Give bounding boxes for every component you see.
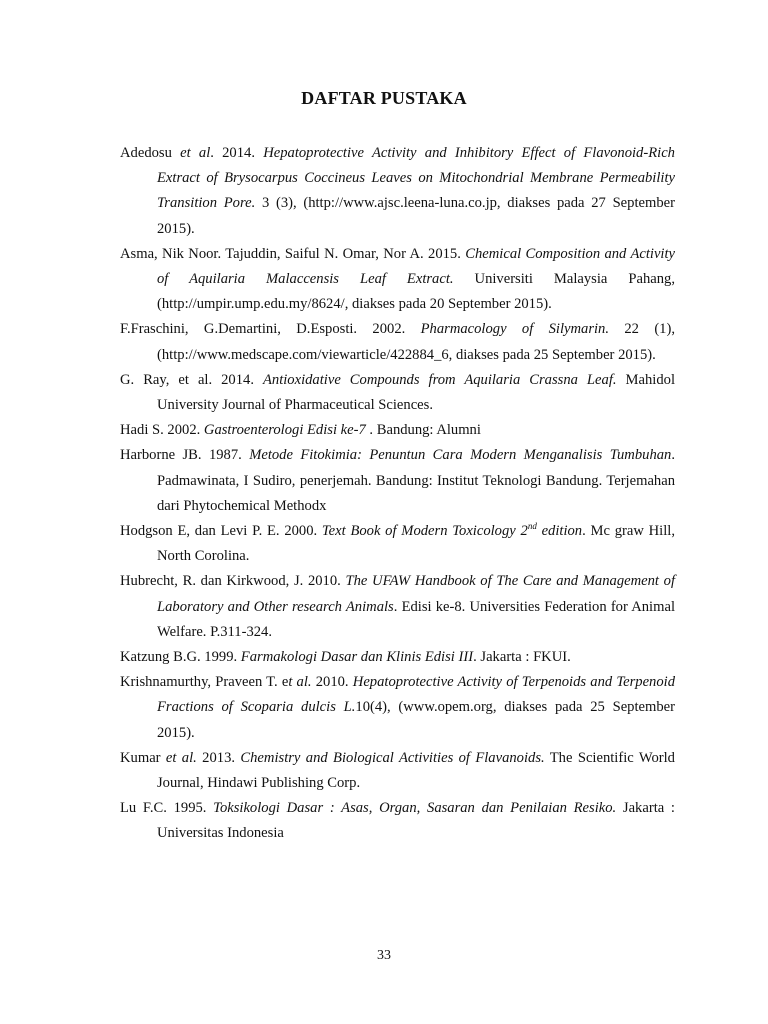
- reference-entry: Adedosu et al. 2014. Hepatoprotective Activity and Inhibitory Effect of Flavonoid-Rich Extract of Brysocarpus Coccineus Leaves on Mitochondrial Membrane Permeability Transition Pore. 3 (3), (http://www.ajsc.leena-luna.co.jp, diakses pada 27 September 2015).: [120, 145, 675, 237]
- reference-list: [120, 141, 675, 847]
- reference-entry: Krishnamurthy, Praveen T. et al. 2010. Hepatoprotective Activity of Terpenoids and Terpenoid Fractions of Scoparia dulcis L.10(4), (www.opem.org, diakses pada 25 September 2015).: [120, 674, 676, 741]
- reference-entry: Lu F.C. 1995. Toksikologi Dasar : Asas, Organ, Sasaran dan Penilaian Resiko. Jakarta : Universitas Indonesia: [120, 800, 675, 842]
- reference-entry: Harborne JB. 1987. Metode Fitokimia: Penuntun Cara Modern Menganalisis Tumbuhan. Padmawinata, I Sudiro, penerjemah. Bandung: Institut Teknologi Bandung. Terjemahan dari Phytochemical Methodx: [120, 447, 675, 514]
- reference-entry: Hubrecht, R. dan Kirkwood, J. 2010. The UFAW Handbook of The Care and Management of Laboratory and Other research Animals. Edisi ke-8. Universities Federation for Animal Welfare. P.311-324.: [120, 573, 675, 640]
- reference-entry: Hadi S. 2002. Gastroenterologi Edisi ke-7 . Bandung: Alumni: [120, 422, 481, 439]
- reference-entry: Hodgson E, dan Levi P. E. 2000. Text Book of Modern Toxicology 2nd edition. Mc graw Hill, North Corolina.: [120, 521, 675, 565]
- reference-entry: Kumar et al. 2013. Chemistry and Biological Activities of Flavanoids. The Scientific World Journal, Hindawi Publishing Corp.: [120, 749, 675, 792]
- reference-entry: G. Ray, et al. 2014. Antioxidative Compounds from Aquilaria Crassna Leaf. Mahidol University Journal of Pharmaceutical Sciences.: [120, 371, 675, 414]
- reference-entry: Katzung B.G. 1999. Farmakologi Dasar dan Klinis Edisi III. Jakarta : FKUI.: [120, 649, 571, 666]
- page-number: 33: [377, 948, 391, 963]
- reference-entry: Asma, Nik Noor. Tajuddin, Saiful N. Omar, Nor A. 2015. Chemical Composition and Activity of Aquilaria Malaccensis Leaf Extract. Universiti Malaysia Pahang, (http://umpir.ump.edu.my/8624/, diakses pada 20 September 2015).: [120, 245, 676, 313]
- page-title: DAFTAR PUSTAKA: [301, 88, 467, 108]
- reference-entry: F.Fraschini, G.Demartini, D.Esposti. 2002. Pharmacology of Silymarin. 22 (1), (http://www.medscape.com/viewarticle/422884_6, diakses pada 25 September 2015).: [120, 321, 675, 363]
